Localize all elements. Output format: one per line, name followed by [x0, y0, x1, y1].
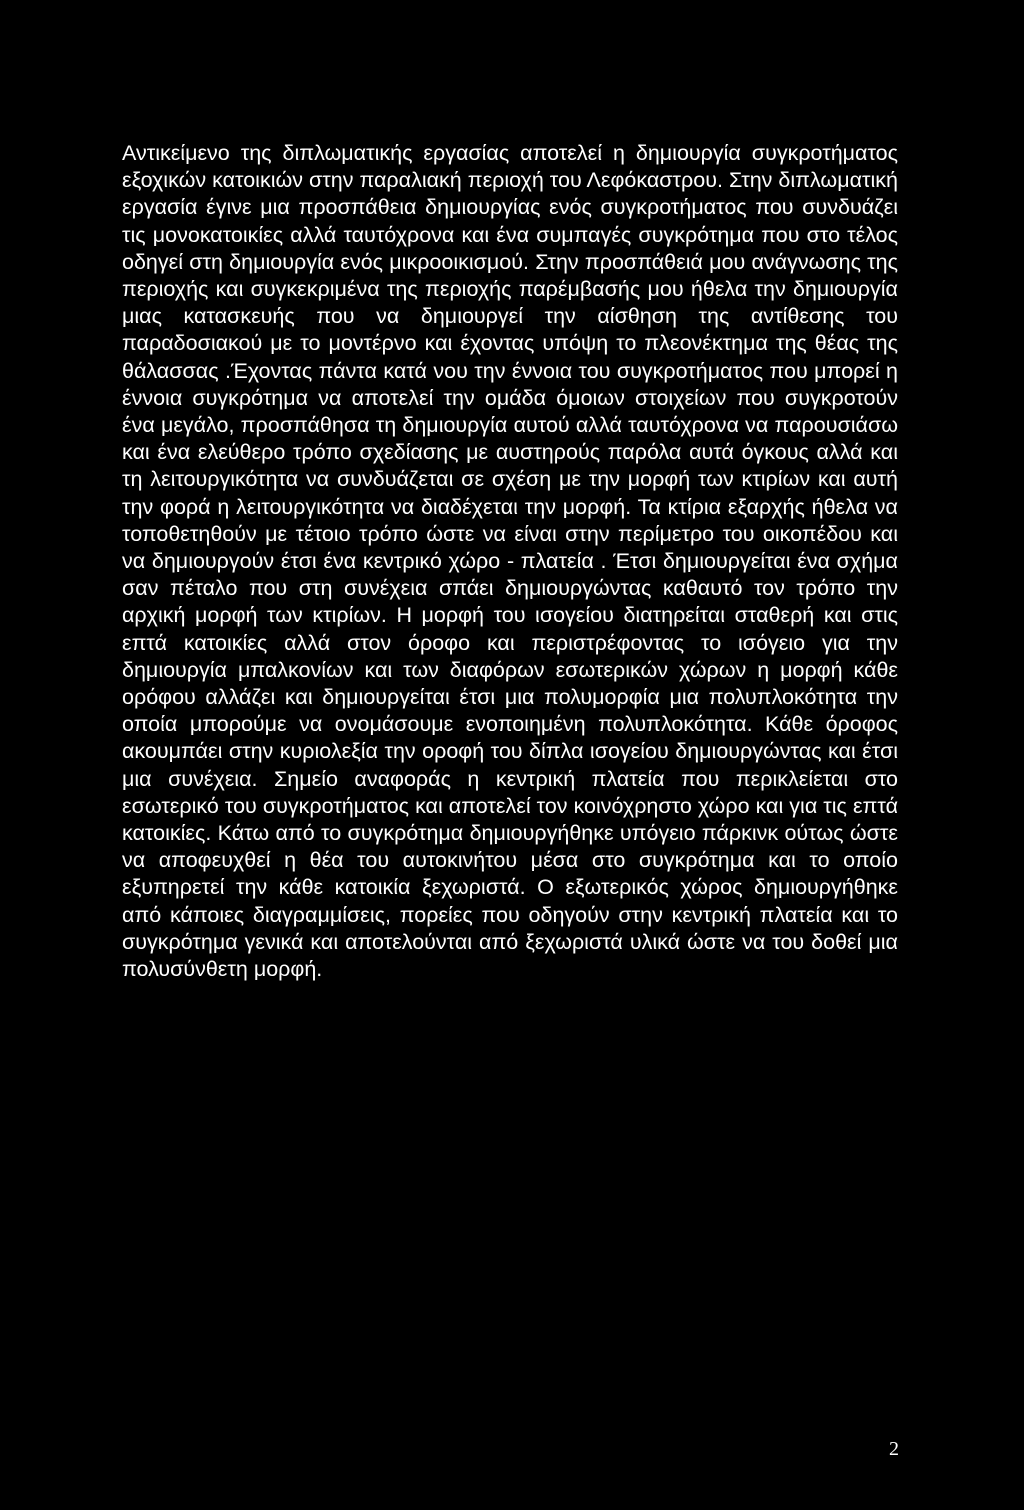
- page-number: 2: [889, 1438, 899, 1460]
- body-paragraph: Αντικείμενο της διπλωματικής εργασίας αποτελεί η δημιουργία συγκροτήματος εξοχικών κατοικιών στην παραλιακή περιοχή του Λεφόκαστρου. Στην διπλωματική εργασία έγινε μια προσπάθεια δημιουργίας ενός συγκροτήματος που συνδυάζει τις μονοκατοικίες αλλά ταυτόχρονα και ένα συμπαγές συγκρότημα που στο τέλος οδηγεί στη δημιουργία ενός μικροοικισμού. Στην προσπάθειά μου ανάγνωσης της περιοχής και συγκεκριμένα της περιοχής παρέμβασής μου ήθελα την δημιουργία μιας κατασκευής που να δημιουργεί την αίσθηση της αντίθεσης του παραδοσιακού με το μοντέρνο και έχοντας υπόψη το πλεονέκτημα της θέας της θάλασσας .Έχοντας πάντα κατά νου την έννοια του συγκροτήματος που μπορεί η έννοια συγκρότημα να αποτελεί την ομάδα όμοιων στοιχείων που συγκροτούν ένα μεγάλο, προσπάθησα τη δημιουργία αυτού αλλά ταυτόχρονα να παρουσιάσω και ένα ελεύθερο τρόπο σχεδίασης με αυστηρούς παρόλα αυτά όγκους αλλά και τη λειτουργικότητα να συνδυάζεται σε σχέση με την μορφή των κτιρίων και αυτή την φορά η λειτουργικότητα να διαδέχεται την μορφή. Τα κτίρια εξαρχής ήθελα να τοποθετηθούν με τέτοιο τρόπο ώστε να είναι στην περίμετρο του οικοπέδου και να δημιουργούν έτσι ένα κεντρικό χώρο - πλατεία . Έτσι δημιουργείται ένα σχήμα σαν πέταλο που στη συνέχεια σπάει δημιουργώντας καθαυτό τον τρόπο την αρχική μορφή των κτιρίων. Η μορφή του ισογείου διατηρείται σταθερή και στις επτά κατοικίες αλλά στον όροφο και περιστρέφοντας το ισόγειο για την δημιουργία μπαλκονίων και των διαφόρων εσωτερικών χώρων η μορφή κάθε ορόφου αλλάζει και δημιουργείται έτσι μια πολυμορφία μια πολυπλοκότητα την οποία μπορούμε να ονομάσουμε ενοποιημένη πολυπλοκότητα. Κάθε όροφος ακουμπάει στην κυριολεξία την οροφή του δίπλα ισογείου δημιουργώντας και έτσι μια συνέχεια. Σημείο αναφοράς η κεντρική πλατεία που περικλείεται στο εσωτερικό του συγκροτήματος και αποτελεί τον κοινόχρηστο χώρο και για τις επτά κατοικίες. Κάτω από το συγκρότημα δημιουργήθηκε υπόγειο πάρκινκ ούτως ώστε να αποφευχθεί η θέα του αυτοκινήτου μέσα στο συγκρότημα και το οποίο εξυπηρετεί την κάθε κατοικία ξεχωριστά. Ο εξωτερικός χώρος δημιουργήθηκε από κάποιες διαγραμμίσεις, πορείες που οδηγούν στην κεντρική πλατεία και το συγκρότημα γενικά και αποτελούνται από ξεχωριστά υλικά ώστε να του δοθεί μια πολυσύνθετη μορφή.: [122, 141, 898, 982]
